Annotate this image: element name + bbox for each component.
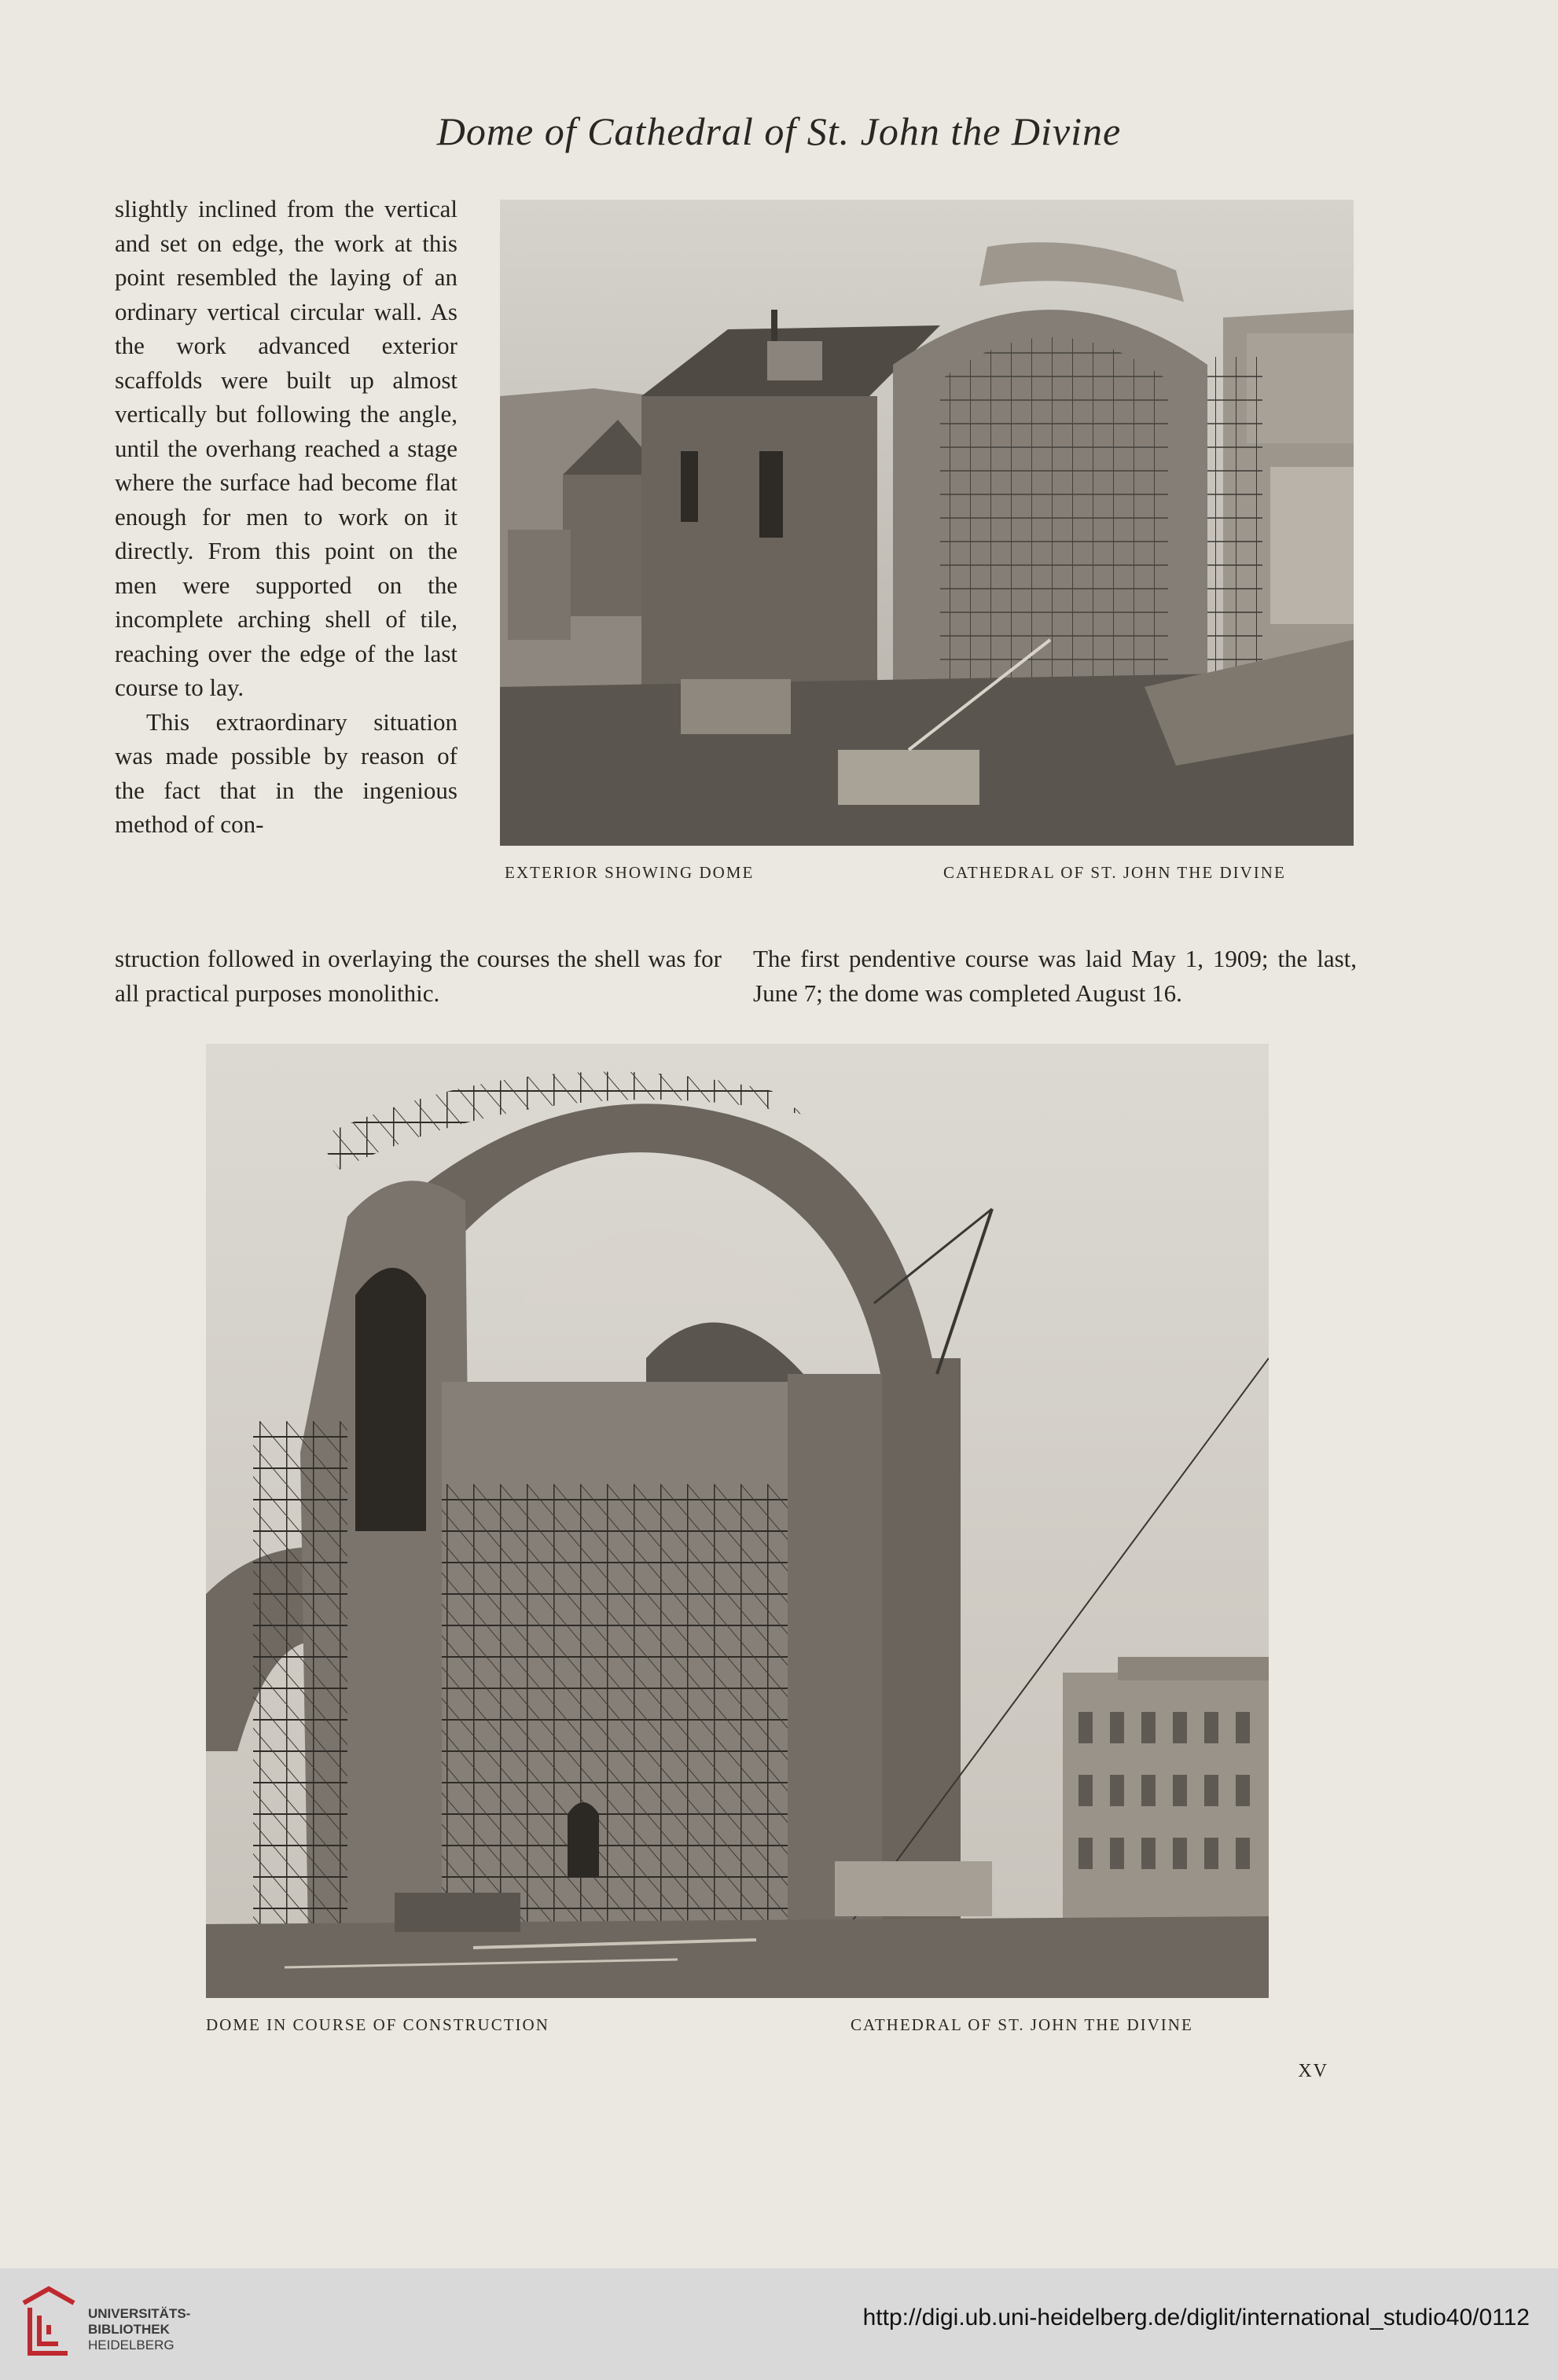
library-name-line: BIBLIOTHEK (88, 2322, 170, 2337)
figure-caption-left: DOME IN COURSE OF CONSTRUCTION (206, 2015, 549, 2034)
library-name (88, 2306, 190, 2353)
page-title: Dome of Cathedral of St. John the Divine (436, 109, 1122, 153)
figure-caption-right: CATHEDRAL OF ST. JOHN THE DIVINE (943, 863, 1286, 882)
library-logo-icon (19, 2284, 79, 2360)
body-paragraph: This extraordinary situation was made possible by reason of the fact that in the ingenious method of con- (115, 707, 457, 838)
figure-caption-left: EXTERIOR SHOWING DOME (505, 863, 755, 882)
source-url-link[interactable]: http://digi.ub.uni-heidelberg.de/diglit/international_studio40/0112 (862, 2305, 1530, 2330)
body-paragraph-dates: The first pendentive course was laid May 1, 1909; the last, June 7; the dome was completed August 16. (753, 945, 1357, 1007)
photo-dome-construction-image (206, 1044, 1269, 1998)
library-name-line: HEIDELBERG (88, 2338, 175, 2352)
library-name-line: UNIVERSITÄTS- (88, 2306, 191, 2321)
photo-exterior-dome-image (500, 200, 1354, 846)
figure-caption-right: CATHEDRAL OF ST. JOHN THE DIVINE (851, 2015, 1193, 2034)
photo-exterior-dome (500, 200, 1354, 846)
photo-dome-construction (206, 1044, 1269, 1998)
page-number: XV (1298, 2061, 1328, 2081)
body-paragraph: slightly inclined from the vertical and set on edge, the work at this point resembled the laying of an ordinary vertical circular wall. As the work advanced exterior scaffolds were built up almost vertically but following the angle, until the overhang reached a stage where the surface had become flat enough for men to work on it directly. From this point on the men were supported on the incomplete arching shell of tile, reaching over the edge of the last course to lay. (115, 195, 457, 701)
library-footer (0, 2268, 1558, 2380)
body-paragraph-continuation: struction followed in overlaying the courses the shell was for all practical purposes monolithic. (115, 945, 722, 1007)
body-text-column (115, 192, 457, 842)
